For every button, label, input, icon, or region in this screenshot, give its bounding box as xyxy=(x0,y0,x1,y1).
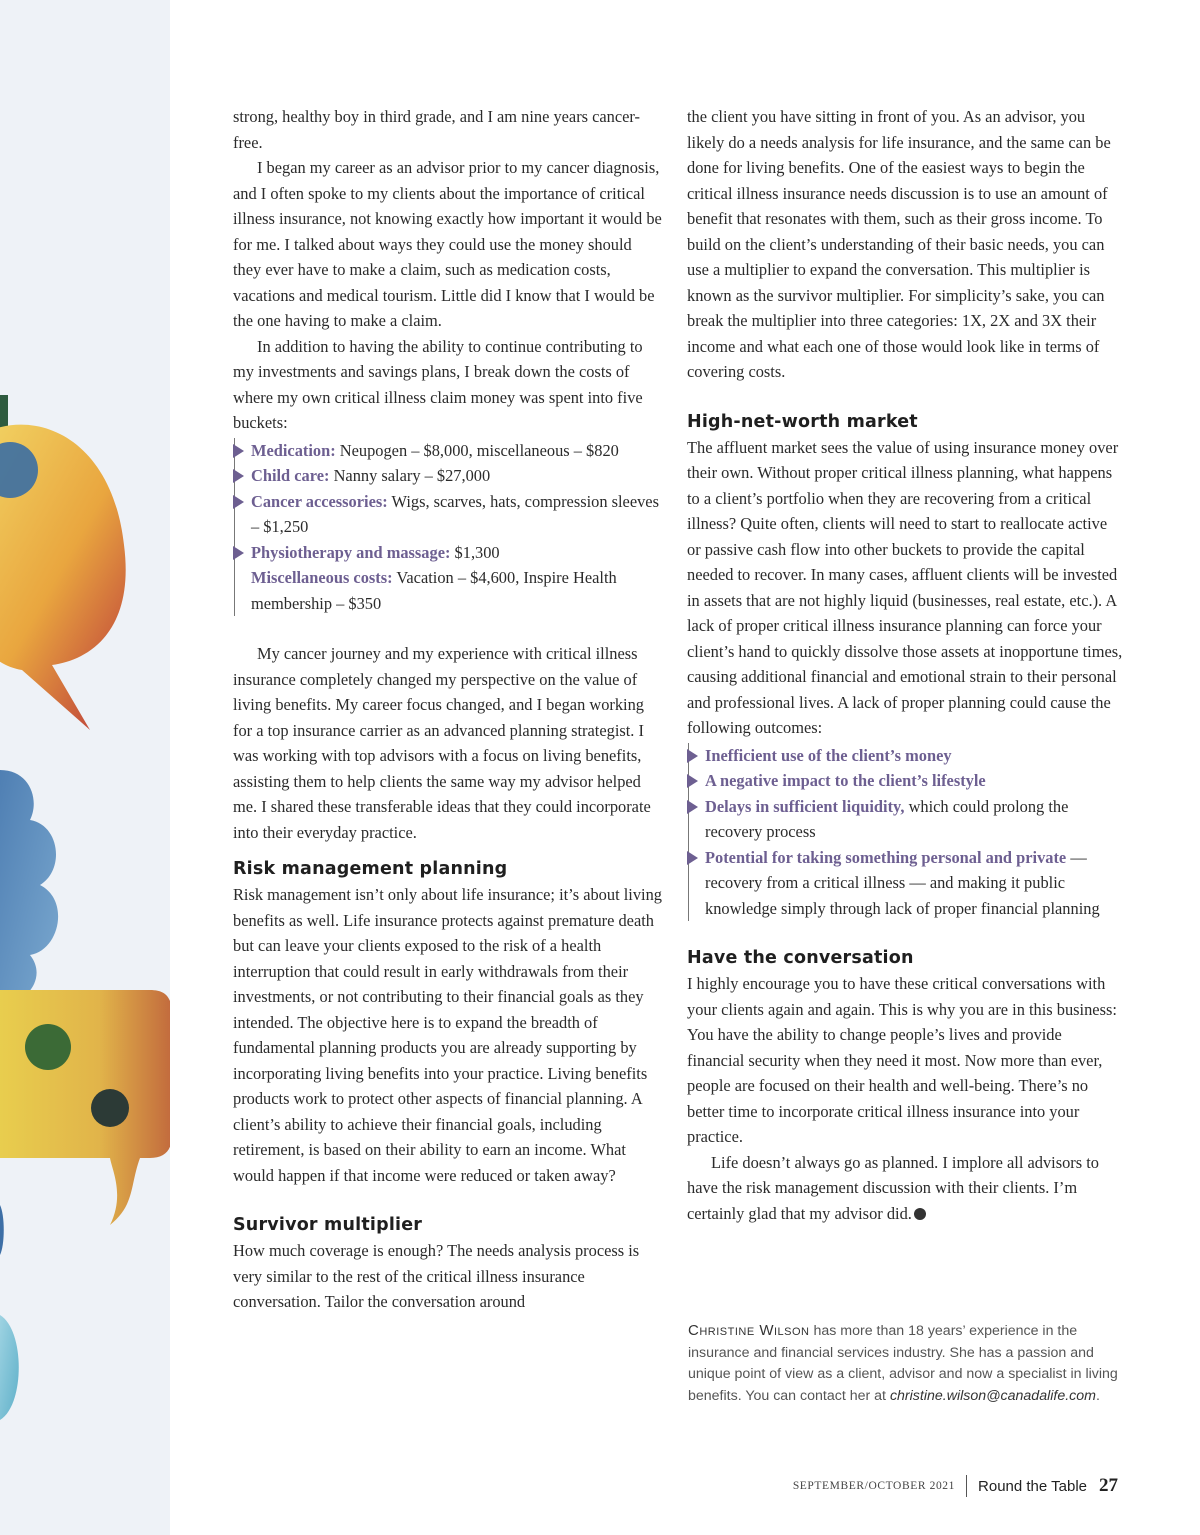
triangle-bullet-icon xyxy=(687,851,698,865)
journey-paragraph: My cancer journey and my experience with critical illness insurance completely changed my perspective on the value of living benefits. My career focus changed, and I began working for a top insurance carrier as an advanced planning strategist. I was working with top advisors with a focus on living benefits, assisting them to help clients the same way my advisor helped me. I shared these transferable ideas that they could incorporate into their everyday practice. xyxy=(233,644,651,842)
footer-divider xyxy=(966,1475,967,1497)
author-email: christine.wilson@canadalife.com xyxy=(889,1387,1096,1404)
list-item: Physiotherapy and massage: $1,300 xyxy=(251,540,663,566)
triangle-bullet-icon xyxy=(233,469,244,483)
list-item: Inefficient use of the client’s money xyxy=(705,743,1123,769)
right-column xyxy=(687,104,1123,1226)
end-of-article-icon xyxy=(914,1208,926,1220)
outcomes-list xyxy=(688,743,1123,922)
list-item: Cancer accessories: Wigs, scarves, hats, compression sleeves – $1,250 xyxy=(251,489,663,540)
speech-bubbles-illustration xyxy=(0,0,170,1535)
author-bio-text: has more than 18 years’ experience in the insurance and financial services industry. She has a passion and unique point of view as a client, advisor and now a specialist in living benefits. You can contact her at xyxy=(688,1323,1118,1404)
spacer xyxy=(233,616,663,641)
high-net-worth-paragraph: The affluent market sees the value of using insurance money over their own. Without proper critical illness planning, what happens to a client’s portfolio when they are recovering from a critical illness? Quite often, clients will need to start to reallocate active or passive cash flow into other buckets to provide the capital needed to recover. In many cases, affluent clients will be invested in assets that are not highly liquid (businesses, real estate, etc.). A lack of proper critical illness insurance planning can force your client’s hand to quickly dissolve those assets at inopportune times, causing additional financial and emotional strain to their personal and professional lives. A lack of proper planning could cause the following outcomes: xyxy=(687,437,1123,737)
survivor-multiplier-heading: Survivor multiplier xyxy=(233,1215,423,1235)
list-item: Potential for taking something personal and private — recovery from a critical illness — and making it public knowledge simply through lack of proper financial planning xyxy=(705,845,1123,922)
page-number: 27 xyxy=(1099,1475,1118,1496)
author-bio: Christine Wilson has more than 18 years’ experience in the insurance and financial services industry. She has a passion and unique point of view as a client, advisor and now a specialist in living benefits. You can contact her at christine.wilson@canadalife.com. xyxy=(688,1322,1118,1404)
expense-bucket-list xyxy=(234,438,663,617)
triangle-bullet-icon xyxy=(233,546,244,560)
career-paragraph: I began my career as an advisor prior to my cancer diagnosis, and I often spoke to my clients about the importance of critical illness insurance, not knowing exactly how important it would be for me. I talked about ways they could use the money should they ever have to make a claim, such as medication costs, vacations and medical tourism. Little did I know that I would be the one having to make a claim. xyxy=(233,158,662,330)
list-item: Miscellaneous costs: Vacation – $4,600, Inspire Health membership – $350 xyxy=(251,568,617,613)
have-the-conversation-heading: Have the conversation xyxy=(687,948,914,968)
high-net-worth-heading: High-net-worth market xyxy=(687,411,918,432)
issue-date: SEPTEMBER/OCTOBER 2021 xyxy=(792,1480,956,1492)
survivor-multiplier-paragraph: How much coverage is enough? The needs analysis process is very similar to the rest of the critical illness insurance conversation. Tailor the conversation around xyxy=(233,1241,640,1311)
list-item: A negative impact to the client’s lifestyle xyxy=(705,768,1123,794)
author-name: Christine Wilson xyxy=(688,1322,810,1339)
page-footer xyxy=(793,1474,1118,1498)
buckets-intro-paragraph: In addition to having the ability to continue contributing to my investments and savings plans, I break down the costs of where my own critical illness claim money was spent into five buckets: xyxy=(233,336,643,432)
risk-management-paragraph: Risk management isn’t only about life insurance; it’s about living benefits as well. Life insurance protects against premature death but can leave your clients exposed to the risk of a health interruption that could result in early withdrawals from their investments, or not contributing to their financial goals as they intended. The objective here is to expand the breadth of fundamental planning products you are already supporting by incorporating living benefits into your practice. Living benefits products work to protect other aspects of financial planning. A client’s ability to achieve their financial goals, including retirement, is based on their ability to earn an income. What would happen if that income were reduced or taken away? xyxy=(233,885,662,1185)
list-item: Child care: Nanny salary – $27,000 xyxy=(251,463,663,489)
triangle-bullet-icon xyxy=(687,774,698,788)
triangle-bullet-icon xyxy=(687,800,698,814)
risk-management-heading: Risk management planning xyxy=(233,859,508,879)
closing-paragraph: Life doesn’t always go as planned. I implore all advisors to have the risk management discussion with their clients. I’m certainly glad that my advisor did. xyxy=(687,1152,1099,1223)
list-item: Delays in sufficient liquidity, which could prolong the recovery process xyxy=(705,794,1123,845)
intro-paragraph: strong, healthy boy in third grade, and I am nine years cancer-free. xyxy=(233,107,641,152)
triangle-bullet-icon xyxy=(233,444,244,458)
conversation-paragraph: I highly encourage you to have these critical conversations with your clients again and again. This is why you are in this business: You have the ability to change people’s lives and provide financial security when they need it most. Now more than ever, people are focused on their health and well-being. There’s no better time to incorporate critical illness insurance into your practice. xyxy=(687,974,1117,1146)
magazine-title: Round the Table xyxy=(978,1477,1087,1495)
triangle-bullet-icon xyxy=(233,495,244,509)
left-column xyxy=(233,104,663,1315)
needs-analysis-paragraph: the client you have sitting in front of you. As an advisor, you likely do a needs analysis for life insurance, and the same can be done for living benefits. One of the easiest ways to begin the critical illness insurance needs discussion is to use an amount of benefit that resonates with them, such as their gross income. To build on the client’s understanding of their basic needs, you can use a multiplier to expand the conversation. This multiplier is known as the survivor multiplier. For simplicity’s sake, you can break the multiplier into three categories: 1X, 2X and 3X their income and what each one of those would look like in terms of covering costs. xyxy=(687,107,1111,381)
decorative-sidebar xyxy=(0,0,170,1535)
triangle-bullet-icon xyxy=(687,749,698,763)
list-item: Medication: Neupogen – $8,000, miscellaneous – $820 xyxy=(251,438,663,464)
